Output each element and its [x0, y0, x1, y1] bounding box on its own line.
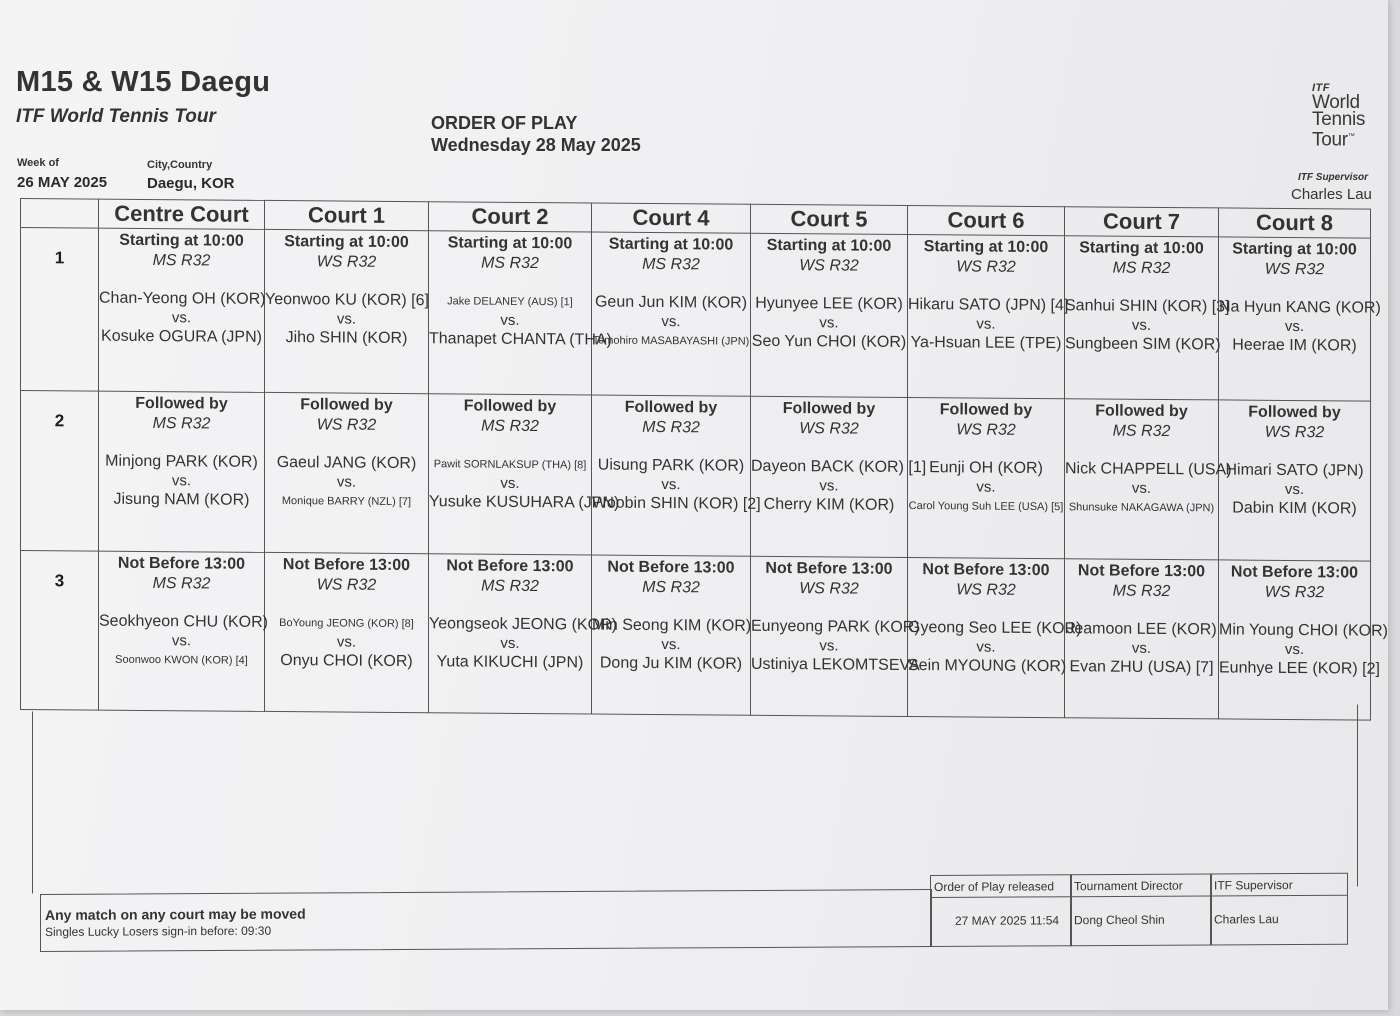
- court-header: Court 1: [265, 200, 429, 230]
- match-time: Not Before 13:00: [1230, 563, 1359, 582]
- player-one: Gaeul JANG (KOR): [276, 453, 417, 472]
- court-header: Court 2: [429, 202, 592, 232]
- match-time: Followed by: [1095, 402, 1188, 420]
- versus-label: vs.: [661, 636, 681, 654]
- player-one: Hyunyee LEE (KOR): [755, 294, 903, 313]
- world-tennis-tour-logo: [1312, 82, 1382, 151]
- match-round: MS R32: [1112, 582, 1171, 601]
- match-cell: [265, 553, 429, 713]
- logo-word-world: World: [1312, 92, 1360, 113]
- moved-note: Any match on any court may be moved: [45, 905, 306, 923]
- logo-trademark: ™: [1347, 133, 1355, 140]
- match-time: Not Before 13:00: [446, 557, 574, 576]
- player-two: Onyu CHOI (KOR): [280, 652, 413, 671]
- player-one: Yeonwoo KU (KOR) [6]: [265, 290, 429, 310]
- match-time: Followed by: [300, 395, 393, 414]
- match-cell: [429, 554, 617, 714]
- itf-logo-mark: ITF: [1312, 82, 1330, 94]
- week-label: Week of: [17, 157, 59, 169]
- player-two: Thanapet CHANTA (THA): [429, 330, 612, 349]
- match-cell: [751, 396, 927, 558]
- row-number: 1: [21, 228, 99, 391]
- player-two: Sein MYOUNG (KOR): [908, 657, 1067, 676]
- schedule-table: [20, 198, 1388, 721]
- match-round: WS R32: [316, 416, 377, 434]
- match-time: Starting at 10:00: [766, 236, 892, 255]
- match-round: MS R32: [642, 418, 700, 437]
- player-two: Kosuke OGURA (JPN): [101, 327, 262, 346]
- versus-label: vs.: [819, 476, 839, 495]
- order-of-play-title: ORDER OF PLAY: [431, 113, 578, 133]
- row-number: 2: [21, 390, 99, 551]
- player-one: Seokhyeon CHU (KOR): [99, 612, 268, 632]
- lucky-losers-note: Singles Lucky Losers sign-in before: 09:30: [45, 923, 272, 939]
- versus-label: vs.: [336, 473, 357, 491]
- player-one: Chan-Yeong OH (KOR): [99, 289, 266, 308]
- match-round: MS R32: [481, 254, 539, 273]
- match-round: MS R32: [1112, 259, 1171, 278]
- versus-label: vs.: [976, 638, 996, 656]
- player-two: Seo Yun CHOI (KOR): [751, 332, 907, 351]
- match-round: MS R32: [152, 575, 211, 593]
- match-round: WS R32: [956, 421, 1016, 439]
- match-cell: [99, 228, 265, 392]
- city-value: Daegu, KOR: [147, 175, 235, 192]
- versus-label: vs.: [1284, 641, 1305, 659]
- match-round: WS R32: [956, 581, 1016, 600]
- match-round: WS R32: [799, 419, 859, 438]
- court-header: Court 4: [592, 203, 751, 233]
- match-round: MS R32: [642, 579, 700, 597]
- match-round: MS R32: [642, 255, 700, 274]
- match-cell: [99, 551, 268, 711]
- match-cell: [429, 393, 620, 555]
- supervisor-box: [1210, 873, 1348, 946]
- player-one: Na Hyun KANG (KOR): [1219, 298, 1381, 317]
- player-two: Soonwoo KWON (KOR) [4]: [115, 654, 248, 668]
- footer: [40, 873, 1348, 950]
- player-one: Gyeong Seo LEE (KOR): [908, 619, 1082, 638]
- player-two: Ya-Hsuan LEE (TPE): [910, 333, 1062, 353]
- match-time: Not Before 13:00: [765, 560, 893, 579]
- match-cell: [99, 391, 265, 553]
- match-round: MS R32: [481, 417, 539, 435]
- schedule-grid: [20, 198, 1388, 721]
- match-time: Followed by: [624, 398, 718, 417]
- player-one: Geun Jun KIM (KOR): [594, 293, 748, 312]
- player-two: Dong Ju KIM (KOR): [599, 654, 743, 673]
- match-round: WS R32: [1264, 260, 1325, 279]
- footer-supervisor-value: Charles Lau: [1214, 912, 1279, 927]
- player-two: Shunsuke NAKAGAWA (JPN): [1068, 500, 1215, 515]
- player-one: Dayeon BACK (KOR) [1]: [751, 457, 927, 476]
- match-cell: [751, 557, 920, 717]
- match-time: Not Before 13:00: [1077, 562, 1206, 581]
- order-of-play-date: Wednesday 28 May 2025: [431, 135, 641, 155]
- match-cell: [1065, 398, 1232, 560]
- versus-label: vs.: [819, 637, 839, 655]
- versus-label: vs.: [976, 315, 996, 333]
- footer-notes: [40, 889, 932, 952]
- player-two: Sungbeen SIM (KOR): [1065, 335, 1221, 354]
- match-time: Starting at 10:00: [923, 238, 1049, 257]
- match-time: Starting at 10:00: [447, 234, 573, 253]
- row-number: 3: [21, 551, 99, 710]
- versus-label: vs.: [1131, 479, 1152, 497]
- player-one: Yeongseok JEONG (KOR): [429, 615, 617, 635]
- versus-label: vs.: [171, 471, 192, 490]
- footer-supervisor-label: ITF Supervisor: [1211, 874, 1347, 897]
- versus-label: vs.: [976, 478, 996, 496]
- match-cell: [751, 233, 908, 397]
- versus-label: vs.: [1284, 480, 1305, 498]
- director-label: Tournament Director: [1071, 874, 1211, 897]
- header-supervisor-label: ITF Supervisor: [1298, 172, 1369, 183]
- schedule-row: [21, 228, 1371, 401]
- versus-label: vs.: [500, 311, 520, 329]
- match-round: MS R32: [481, 577, 539, 596]
- player-one: Jeamoon LEE (KOR): [1066, 620, 1217, 639]
- player-one: Sanhui SHIN (KOR) [3]: [1065, 297, 1230, 316]
- match-time: Starting at 10:00: [1079, 239, 1204, 258]
- versus-label: vs.: [500, 635, 520, 653]
- player-two: Monique BARRY (NZL) [7]: [281, 494, 412, 508]
- player-two: Ustiniya LEKOMTSEVA: [751, 656, 920, 675]
- versus-label: vs.: [661, 313, 681, 331]
- player-two: Jiho SHIN (KOR): [285, 329, 408, 348]
- match-cell: [1219, 560, 1388, 720]
- match-round: MS R32: [152, 414, 211, 433]
- match-round: WS R32: [799, 257, 859, 275]
- match-time: Followed by: [135, 394, 228, 413]
- week-value: 26 MAY 2025: [17, 174, 108, 191]
- released-box: [930, 874, 1072, 947]
- match-cell: [592, 232, 751, 396]
- schedule-row: [21, 551, 1371, 720]
- match-round: WS R32: [316, 576, 377, 595]
- match-cell: [1065, 236, 1230, 400]
- player-one: BoYoung JEONG (KOR) [8]: [279, 617, 414, 631]
- director-box: [1070, 873, 1212, 946]
- player-one: Jake DELANEY (AUS) [1]: [447, 295, 573, 309]
- player-two: Eunhye LEE (KOR) [2]: [1219, 659, 1380, 679]
- player-one: Himari SATO (JPN): [1225, 461, 1364, 480]
- versus-label: vs.: [171, 309, 192, 327]
- match-time: Followed by: [1248, 403, 1341, 422]
- player-one: Eunyeong PARK (KOR): [751, 618, 920, 637]
- logo-word-tour: Tour: [1312, 129, 1348, 151]
- player-two: Cherry KIM (KOR): [763, 495, 895, 514]
- match-round: MS R32: [152, 252, 211, 270]
- city-label: City,Country: [147, 159, 213, 171]
- court-header: Court 8: [1219, 208, 1371, 238]
- player-two: Evan ZHU (USA) [7]: [1069, 658, 1214, 677]
- match-cell: [908, 234, 1069, 398]
- player-one: Minjong PARK (KOR): [105, 452, 258, 471]
- player-one: Nick CHAPPELL (USA): [1065, 459, 1232, 479]
- player-one: Uisung PARK (KOR): [597, 456, 745, 475]
- player-two: Dabin KIM (KOR): [1232, 499, 1357, 518]
- logo-word-tennis: Tennis: [1312, 109, 1366, 130]
- versus-label: vs.: [1131, 316, 1152, 334]
- match-cell: [908, 558, 1082, 718]
- versus-label: vs.: [171, 632, 192, 650]
- match-time: Not Before 13:00: [607, 558, 735, 577]
- match-time: Starting at 10:00: [1232, 240, 1357, 259]
- match-time: Not Before 13:00: [282, 556, 411, 575]
- match-time: Starting at 10:00: [284, 233, 409, 252]
- match-time: Starting at 10:00: [608, 235, 734, 254]
- match-round: WS R32: [1264, 584, 1325, 602]
- tour-subtitle: ITF World Tennis Tour: [16, 106, 216, 127]
- match-round: WS R32: [956, 258, 1016, 276]
- match-time: Followed by: [782, 399, 876, 418]
- court-header: Court 5: [751, 204, 908, 234]
- versus-label: vs.: [336, 310, 357, 328]
- match-cell: [429, 231, 612, 395]
- player-two: Carol Young Suh LEE (USA) [5]: [908, 499, 1064, 513]
- player-one: Hikaru SATO (JPN) [4]: [908, 295, 1069, 315]
- match-cell: [265, 392, 429, 554]
- director-value: Dong Cheol Shin: [1074, 912, 1165, 928]
- player-one: Pawit SORNLAKSUP (THA) [8]: [433, 457, 587, 472]
- player-one: Eunji OH (KOR): [929, 458, 1043, 477]
- court-header: Centre Court: [99, 199, 265, 229]
- schedule-row: [21, 390, 1371, 561]
- header-supervisor-name: Charles Lau: [1291, 186, 1372, 203]
- corner-cell: [21, 199, 99, 229]
- court-header: Court 6: [908, 205, 1065, 235]
- player-two: Jisung NAM (KOR): [113, 490, 250, 509]
- court-header: Court 7: [1065, 207, 1219, 237]
- versus-label: vs.: [336, 633, 357, 651]
- match-cell: [908, 397, 1065, 559]
- released-value: 27 MAY 2025 11:54: [955, 913, 1060, 928]
- tournament-title: M15 & W15 Daegu: [16, 66, 271, 98]
- released-label: Order of Play released: [931, 875, 1071, 898]
- player-two: Yusuke KUSUHARA (JPN): [429, 492, 620, 512]
- versus-label: vs.: [500, 474, 520, 492]
- versus-label: vs.: [819, 314, 839, 332]
- player-two: Woobin SHIN (KOR) [2]: [592, 494, 761, 513]
- versus-label: vs.: [1131, 640, 1152, 658]
- match-cell: [592, 555, 751, 715]
- player-one: Min Young CHOI (KOR): [1219, 621, 1388, 641]
- match-cell: [1219, 237, 1381, 401]
- match-round: WS R32: [316, 253, 377, 271]
- match-cell: [592, 395, 761, 557]
- match-cell: [1219, 400, 1371, 562]
- match-cell: [265, 229, 429, 393]
- player-two: Tomohiro MASABAYASHI (JPN): [592, 334, 750, 348]
- match-time: Not Before 13:00: [922, 561, 1050, 580]
- match-round: MS R32: [1112, 422, 1171, 440]
- player-one: Min Seong KIM (KOR): [592, 616, 752, 636]
- match-time: Not Before 13:00: [117, 555, 246, 574]
- player-two: Yuta KIKUCHI (JPN): [436, 653, 584, 672]
- match-round: WS R32: [1264, 423, 1325, 441]
- match-time: Starting at 10:00: [119, 231, 244, 250]
- match-time: Followed by: [939, 400, 1033, 419]
- match-cell: [1065, 559, 1219, 719]
- player-two: Heerae IM (KOR): [1232, 336, 1357, 355]
- versus-label: vs.: [1284, 317, 1305, 336]
- versus-label: vs.: [661, 475, 681, 493]
- match-round: WS R32: [799, 580, 859, 598]
- blank-schedule-area: [32, 705, 1358, 894]
- match-time: Followed by: [463, 397, 557, 415]
